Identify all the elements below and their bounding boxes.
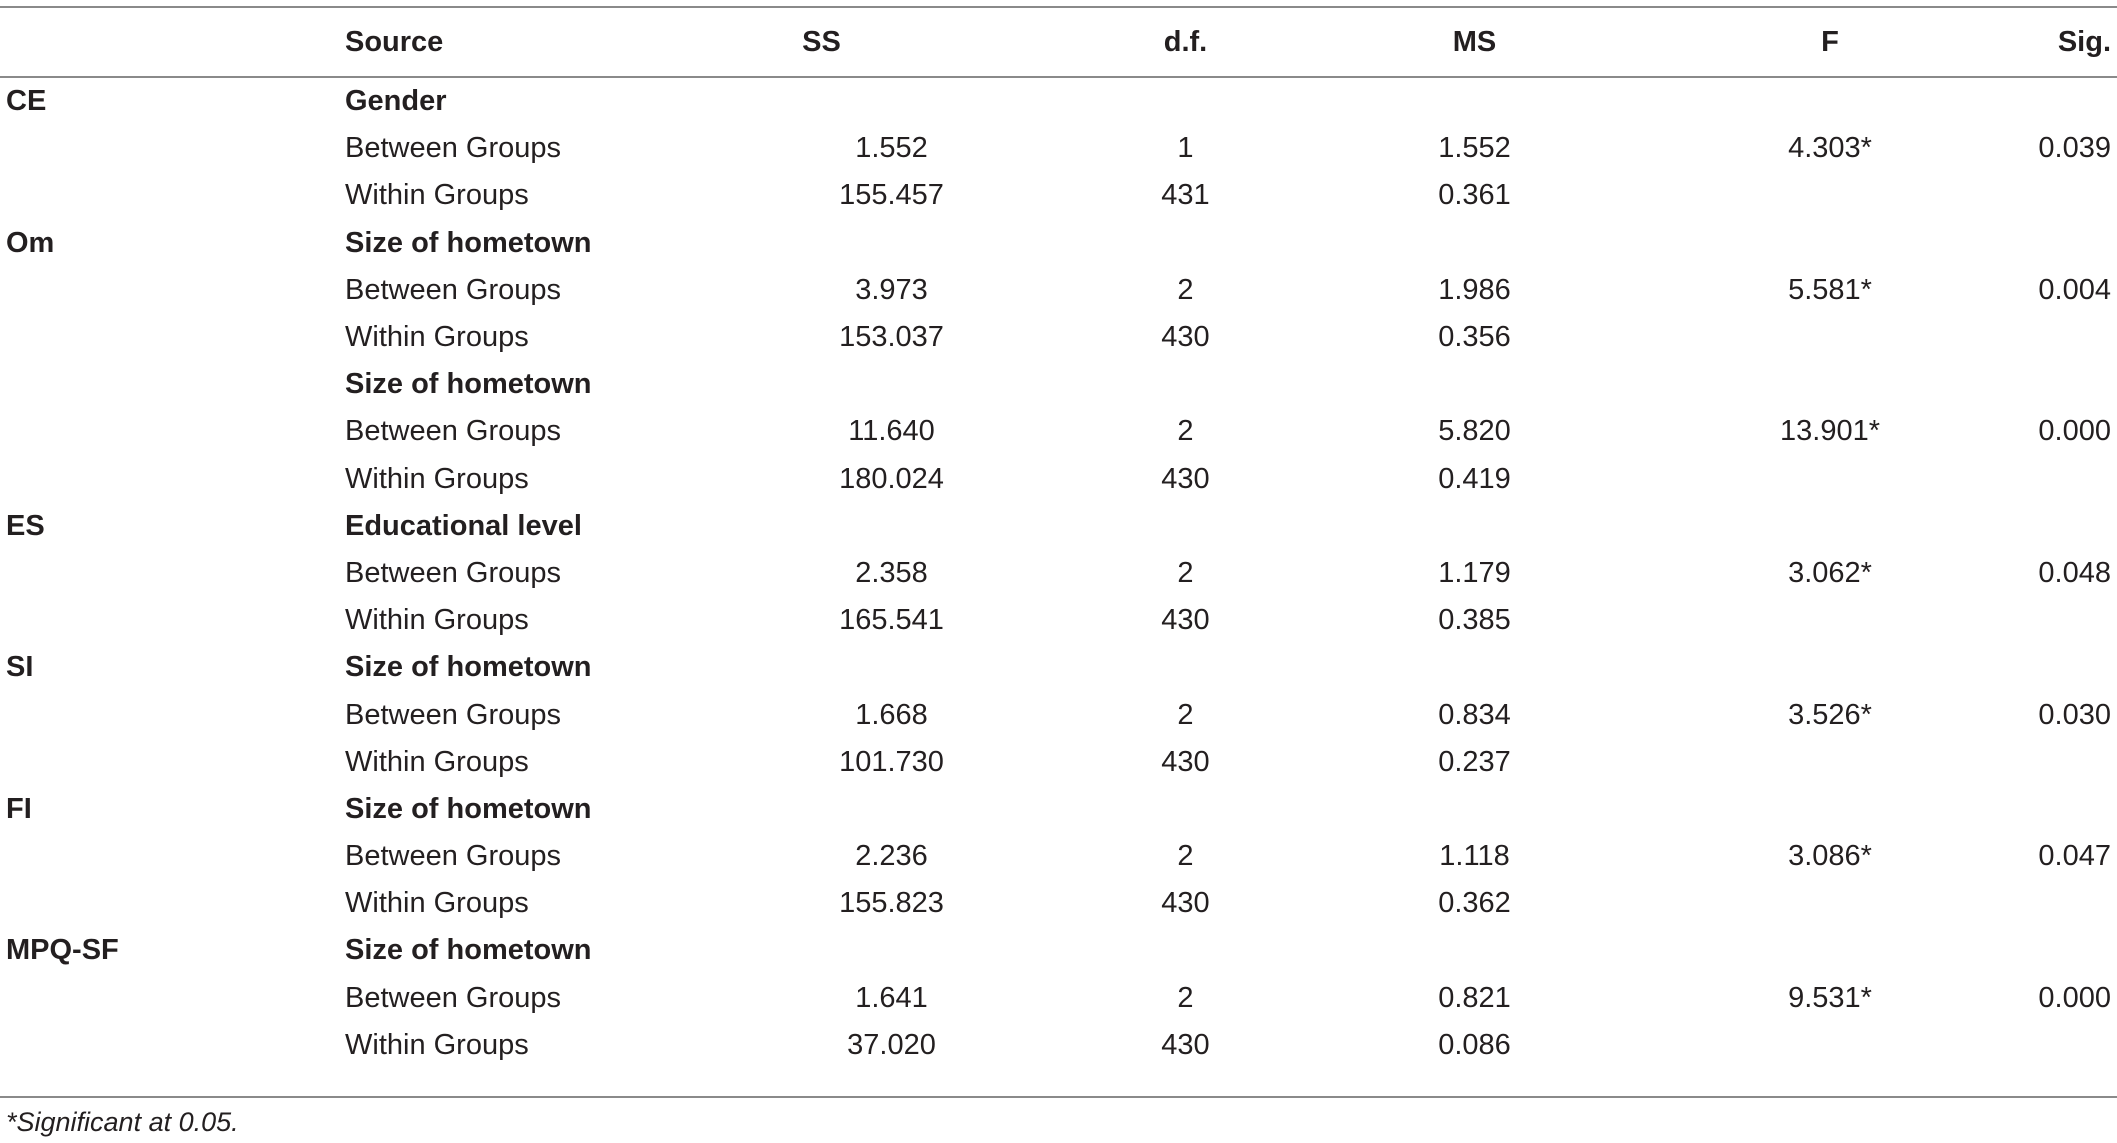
table-row (0, 78, 2117, 125)
cell-df: 2 (1177, 556, 1194, 589)
cell-f: 13.901* (1780, 415, 1880, 448)
cell-ms: 1.552 (1438, 132, 1511, 165)
cell-ss: 1.668 (855, 698, 928, 731)
cell-source: Between Groups (345, 132, 562, 165)
cell-f (1601, 786, 1969, 833)
cell-ss: 101.730 (839, 745, 944, 778)
cell-df (1023, 78, 1348, 125)
cell-ms: 0.361 (1438, 179, 1511, 212)
cell-source: Size of hometown (345, 226, 592, 259)
cell-df: 430 (1161, 604, 1210, 637)
table-header (0, 6, 2117, 78)
header-df: d.f. (1163, 25, 1208, 58)
cell-df: 2 (1177, 981, 1194, 1014)
cell-measure (0, 267, 345, 314)
cell-ms: 0.385 (1438, 604, 1511, 637)
cell-measure (0, 361, 345, 408)
cell-sig (1969, 314, 2117, 361)
cell-sig (1969, 644, 2117, 691)
cell-sig: 0.000 (2038, 415, 2111, 448)
cell-df (1023, 644, 1348, 691)
cell-ms: 0.821 (1438, 981, 1511, 1014)
cell-f (1601, 172, 1969, 219)
cell-df (1023, 927, 1348, 974)
cell-ms (1348, 220, 1601, 267)
cell-f (1601, 314, 1969, 361)
table-row (0, 361, 2117, 408)
cell-sig (1969, 361, 2117, 408)
cell-df: 430 (1161, 745, 1210, 778)
cell-f: 5.581* (1788, 273, 1872, 306)
table-row (0, 927, 2117, 974)
cell-f (1601, 927, 1969, 974)
cell-ms (1348, 78, 1601, 125)
cell-ss: 11.640 (848, 415, 935, 448)
cell-ss: 165.541 (839, 604, 944, 637)
table-row (0, 408, 2117, 455)
table-row (0, 550, 2117, 597)
cell-ss: 1.552 (855, 132, 928, 165)
cell-measure: ES (6, 509, 45, 542)
cell-sig: 0.004 (2038, 273, 2111, 306)
cell-df (1023, 503, 1348, 550)
cell-sig (1969, 503, 2117, 550)
cell-df (1023, 220, 1348, 267)
cell-ms: 0.419 (1438, 462, 1511, 495)
cell-df: 430 (1161, 462, 1210, 495)
cell-ss (760, 78, 1023, 125)
cell-sig (1969, 456, 2117, 503)
table-row (0, 833, 2117, 880)
cell-sig: 0.030 (2038, 698, 2111, 731)
cell-ss: 155.457 (839, 179, 944, 212)
cell-ss: 37.020 (847, 1028, 936, 1061)
cell-measure: MPQ-SF (6, 934, 119, 967)
cell-f: 4.303* (1788, 132, 1872, 165)
cell-source: Within Groups (345, 745, 529, 778)
cell-f (1601, 739, 1969, 786)
cell-measure: CE (6, 85, 47, 118)
cell-sig (1969, 597, 2117, 644)
cell-ss: 3.973 (855, 273, 928, 306)
cell-f: 9.531* (1788, 981, 1872, 1014)
cell-f (1601, 361, 1969, 408)
cell-measure (0, 456, 345, 503)
cell-df (1023, 361, 1348, 408)
cell-sig: 0.000 (2038, 981, 2111, 1014)
cell-ms: 5.820 (1438, 415, 1511, 448)
cell-sig (1969, 220, 2117, 267)
cell-source: Gender (345, 85, 447, 118)
table-row (0, 456, 2117, 503)
cell-source: Between Groups (345, 698, 562, 731)
cell-ss: 180.024 (839, 462, 944, 495)
cell-ms (1348, 361, 1601, 408)
header-f: F (1821, 25, 1839, 58)
cell-f: 3.086* (1788, 840, 1872, 873)
table-row (0, 975, 2117, 1022)
cell-f: 3.062* (1788, 556, 1872, 589)
table-row (0, 503, 2117, 550)
cell-ms: 0.356 (1438, 321, 1511, 354)
table-row (0, 880, 2117, 927)
cell-source: Within Groups (345, 887, 529, 920)
cell-measure (0, 975, 345, 1022)
cell-source: Within Groups (345, 321, 529, 354)
cell-ms (1348, 644, 1601, 691)
cell-f (1601, 880, 1969, 927)
table-body (0, 78, 2117, 1069)
cell-measure: SI (6, 651, 34, 684)
table-footnote: *Significant at 0.05. (6, 1107, 239, 1137)
cell-df (1023, 786, 1348, 833)
bottom-rule (0, 1096, 2117, 1098)
cell-ss (760, 644, 1023, 691)
header-ss: SS (802, 25, 841, 58)
cell-ms: 1.986 (1438, 273, 1511, 306)
cell-measure (0, 408, 345, 455)
cell-ss: 1.641 (855, 981, 928, 1014)
cell-measure (0, 314, 345, 361)
cell-ms: 0.237 (1438, 745, 1511, 778)
cell-measure (0, 833, 345, 880)
cell-ms (1348, 503, 1601, 550)
header-sig: Sig. (2057, 25, 2111, 58)
cell-source: Within Groups (345, 1028, 529, 1061)
cell-source: Within Groups (345, 179, 529, 212)
cell-df: 430 (1161, 1028, 1210, 1061)
cell-sig: 0.047 (2038, 840, 2111, 873)
table-row (0, 172, 2117, 219)
cell-measure: Om (6, 226, 55, 259)
cell-f (1601, 220, 1969, 267)
table-row (0, 125, 2117, 172)
table-row (0, 786, 2117, 833)
table-row (0, 314, 2117, 361)
cell-ms (1348, 786, 1601, 833)
cell-ss (760, 503, 1023, 550)
header-ms: MS (1452, 25, 1497, 58)
table-row (0, 1022, 2117, 1069)
cell-sig: 0.039 (2038, 132, 2111, 165)
cell-df: 2 (1177, 273, 1194, 306)
cell-source: Between Groups (345, 556, 562, 589)
table-row (0, 597, 2117, 644)
cell-sig (1969, 172, 2117, 219)
cell-df: 2 (1177, 415, 1194, 448)
cell-ms: 0.086 (1438, 1028, 1511, 1061)
header-measure (0, 6, 345, 78)
cell-ms: 1.179 (1438, 556, 1511, 589)
cell-df: 1 (1177, 132, 1194, 165)
cell-measure (0, 172, 345, 219)
cell-source: Size of hometown (345, 368, 592, 401)
cell-sig (1969, 1022, 2117, 1069)
cell-ss (760, 220, 1023, 267)
cell-source: Between Groups (345, 273, 562, 306)
cell-f (1601, 1022, 1969, 1069)
cell-measure (0, 880, 345, 927)
cell-df: 2 (1177, 840, 1194, 873)
anova-table (0, 6, 2117, 1069)
cell-f (1601, 644, 1969, 691)
cell-measure (0, 597, 345, 644)
table-row (0, 220, 2117, 267)
cell-ss (760, 786, 1023, 833)
cell-measure (0, 691, 345, 738)
header-source: Source (345, 25, 444, 58)
cell-ms (1348, 927, 1601, 974)
cell-f (1601, 78, 1969, 125)
cell-ss (760, 361, 1023, 408)
cell-measure (0, 550, 345, 597)
cell-ss (760, 927, 1023, 974)
cell-source: Between Groups (345, 981, 562, 1014)
cell-ms: 0.362 (1438, 887, 1511, 920)
cell-ss: 2.358 (855, 556, 928, 589)
cell-source: Within Groups (345, 462, 529, 495)
cell-f (1601, 597, 1969, 644)
cell-sig (1969, 78, 2117, 125)
table-row (0, 644, 2117, 691)
cell-source: Size of hometown (345, 792, 592, 825)
cell-source: Between Groups (345, 840, 562, 873)
cell-source: Educational level (345, 509, 582, 542)
cell-ss: 155.823 (839, 887, 944, 920)
cell-source: Size of hometown (345, 651, 592, 684)
cell-ms: 1.118 (1439, 840, 1510, 873)
cell-measure (0, 1022, 345, 1069)
cell-source: Size of hometown (345, 934, 592, 967)
cell-measure: FI (6, 792, 32, 825)
cell-f (1601, 503, 1969, 550)
cell-measure (0, 739, 345, 786)
cell-df: 2 (1177, 698, 1194, 731)
cell-sig (1969, 786, 2117, 833)
table-row (0, 691, 2117, 738)
cell-sig (1969, 739, 2117, 786)
cell-ss: 2.236 (855, 840, 928, 873)
cell-source: Between Groups (345, 415, 562, 448)
cell-f (1601, 456, 1969, 503)
cell-df: 431 (1161, 179, 1210, 212)
cell-sig: 0.048 (2038, 556, 2111, 589)
cell-f: 3.526* (1788, 698, 1872, 731)
cell-sig (1969, 880, 2117, 927)
cell-ms: 0.834 (1438, 698, 1511, 731)
cell-df: 430 (1161, 321, 1210, 354)
cell-sig (1969, 927, 2117, 974)
cell-measure (0, 125, 345, 172)
cell-ss: 153.037 (839, 321, 944, 354)
cell-source: Within Groups (345, 604, 529, 637)
header-row (0, 6, 2117, 78)
cell-df: 430 (1161, 887, 1210, 920)
table-row (0, 267, 2117, 314)
table-row (0, 739, 2117, 786)
